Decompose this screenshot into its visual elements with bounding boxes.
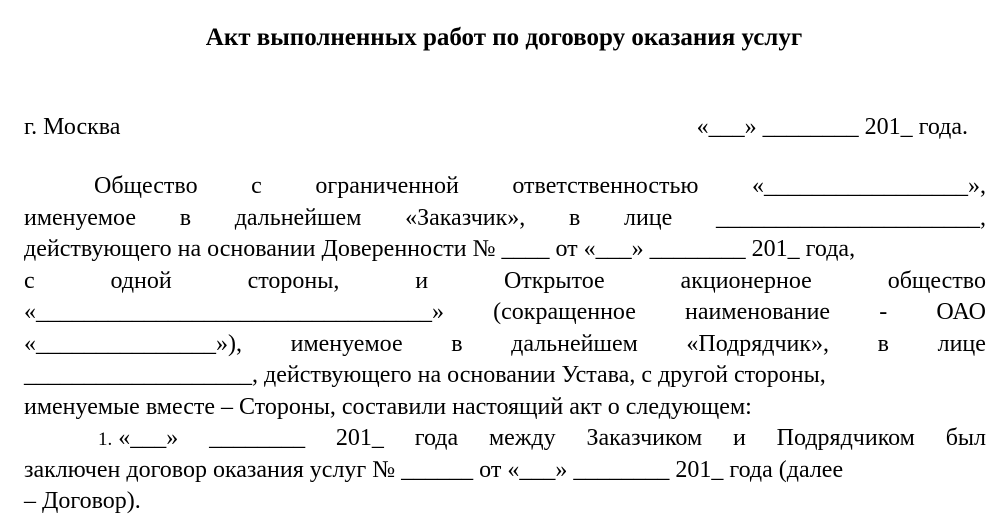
word: Открытое bbox=[503, 267, 605, 294]
word: в bbox=[179, 204, 192, 231]
word: именуемое bbox=[24, 204, 136, 231]
word: дальнейшем bbox=[234, 204, 362, 231]
word: «_________________», bbox=[751, 173, 986, 199]
word: и bbox=[415, 267, 429, 294]
word: 201_ bbox=[335, 425, 384, 451]
word: - bbox=[879, 299, 888, 325]
word: ОАО bbox=[936, 299, 986, 325]
word: в bbox=[877, 330, 889, 357]
word: ограниченной bbox=[315, 173, 459, 199]
list-item-line bbox=[24, 423, 986, 455]
document-title: Акт выполненных работ по договору оказания услуг bbox=[205, 24, 803, 51]
word: именуемое bbox=[290, 330, 403, 357]
word: был bbox=[945, 425, 986, 451]
word: ______________________, bbox=[716, 204, 986, 231]
word: (сокращенное bbox=[493, 299, 636, 325]
word: Общество bbox=[94, 173, 198, 199]
word: в bbox=[451, 330, 463, 357]
list-item-line: – Договор). bbox=[24, 488, 141, 514]
paragraph-line bbox=[24, 171, 986, 203]
word: «Заказчик», bbox=[405, 204, 526, 231]
paragraph-line bbox=[24, 203, 986, 235]
paragraph-line: действующего на основании Доверенности № ____ от «___» ________ 201_ года, bbox=[24, 236, 856, 262]
paragraph-line bbox=[24, 266, 986, 298]
word: дальнейшем bbox=[511, 330, 638, 357]
paragraph-line bbox=[24, 297, 986, 329]
word: между bbox=[488, 425, 556, 451]
word: года bbox=[414, 425, 459, 451]
word: одной bbox=[110, 267, 172, 294]
word: «_______________»), bbox=[24, 330, 242, 357]
word: с bbox=[24, 267, 35, 294]
word: лице bbox=[937, 330, 986, 357]
word: с bbox=[251, 173, 262, 199]
list-item-number: 1. bbox=[98, 429, 113, 450]
paragraph-line: ___________________, действующего на основании Устава, с другой стороны, bbox=[24, 362, 826, 388]
word: лице bbox=[623, 204, 673, 231]
word: акционерное bbox=[680, 267, 812, 294]
word: ответственностью bbox=[512, 173, 699, 199]
word: «___» bbox=[118, 425, 179, 451]
word: в bbox=[568, 204, 581, 231]
paragraph-line: именуемые вместе – Стороны, составили настоящий акт о следующем: bbox=[24, 393, 752, 420]
word: и bbox=[733, 425, 746, 451]
paragraph-line bbox=[24, 329, 986, 361]
word: Заказчиком bbox=[586, 425, 703, 451]
word: «Подрядчик», bbox=[686, 330, 830, 357]
word: стороны, bbox=[247, 267, 340, 294]
document-date: «___» ________ 201_ года. bbox=[696, 114, 968, 140]
word: «_________________________________» bbox=[24, 299, 444, 325]
word: общество bbox=[887, 267, 986, 294]
word: Подрядчиком bbox=[776, 425, 915, 451]
list-item-line: заключен договор оказания услуг № ______ от «___» ________ 201_ года (далее bbox=[24, 456, 844, 483]
word: ________ bbox=[209, 425, 306, 451]
city: г. Москва bbox=[24, 114, 121, 140]
word: наименование bbox=[685, 299, 831, 325]
list-item-content bbox=[98, 423, 178, 455]
document-body bbox=[24, 171, 986, 518]
